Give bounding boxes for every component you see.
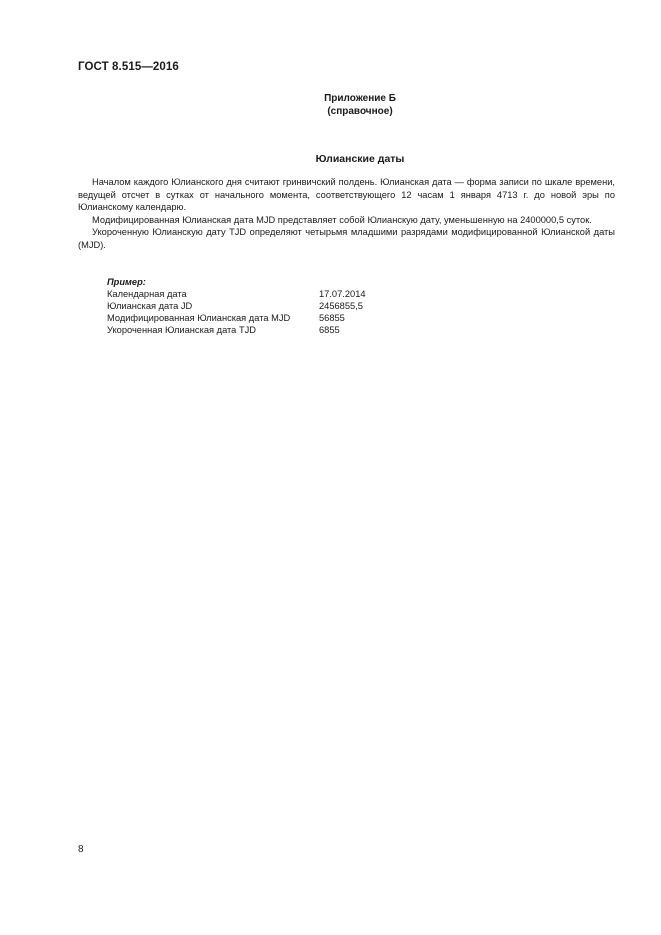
example-label: Юлианская дата JD (107, 301, 193, 311)
example-value: 17.07.2014 (319, 289, 366, 299)
appendix-title: Приложение Б (324, 93, 396, 104)
paragraph: Модифицированная Юлианская дата MJD представляет собой Юлианскую дату, уменьшенную на 2400000,5 суток. (92, 214, 592, 225)
example-label: Модифицированная Юлианская дата MJD (107, 313, 291, 323)
document-header: ГОСТ 8.515—2016 (78, 61, 179, 73)
example-row (107, 288, 366, 300)
paragraph: Укороченную Юлианскую дату TJD определяют четырьмя младшими разрядами модифицированной Юлианской даты (MJD). (78, 227, 615, 250)
example-heading: Пример: (107, 277, 146, 287)
paragraph: Началом каждого Юлианского дня считают гринвичский полдень. Юлианская дата — форма записи по шкале времени, ведущей отсчет в сутках от начального момента, соответствующего 12 часам 1 января 4713 г. до новой эры по Юлианскому календарю. (78, 177, 615, 212)
example-row (107, 312, 366, 324)
example-label: Укороченная Юлианская дата TJD (107, 325, 256, 335)
example-value: 6855 (319, 325, 340, 335)
example-value: 2456855,5 (319, 301, 363, 311)
example-value: 56855 (319, 313, 345, 323)
body-text (78, 176, 615, 251)
appendix-subtitle: (справочное) (327, 106, 393, 117)
example-block (107, 276, 366, 336)
appendix-heading (180, 92, 540, 118)
example-row (107, 324, 366, 336)
section-title: Юлианские даты (315, 153, 405, 165)
example-row (107, 300, 366, 312)
page-number: 8 (78, 844, 84, 855)
example-label: Календарная дата (107, 289, 187, 299)
